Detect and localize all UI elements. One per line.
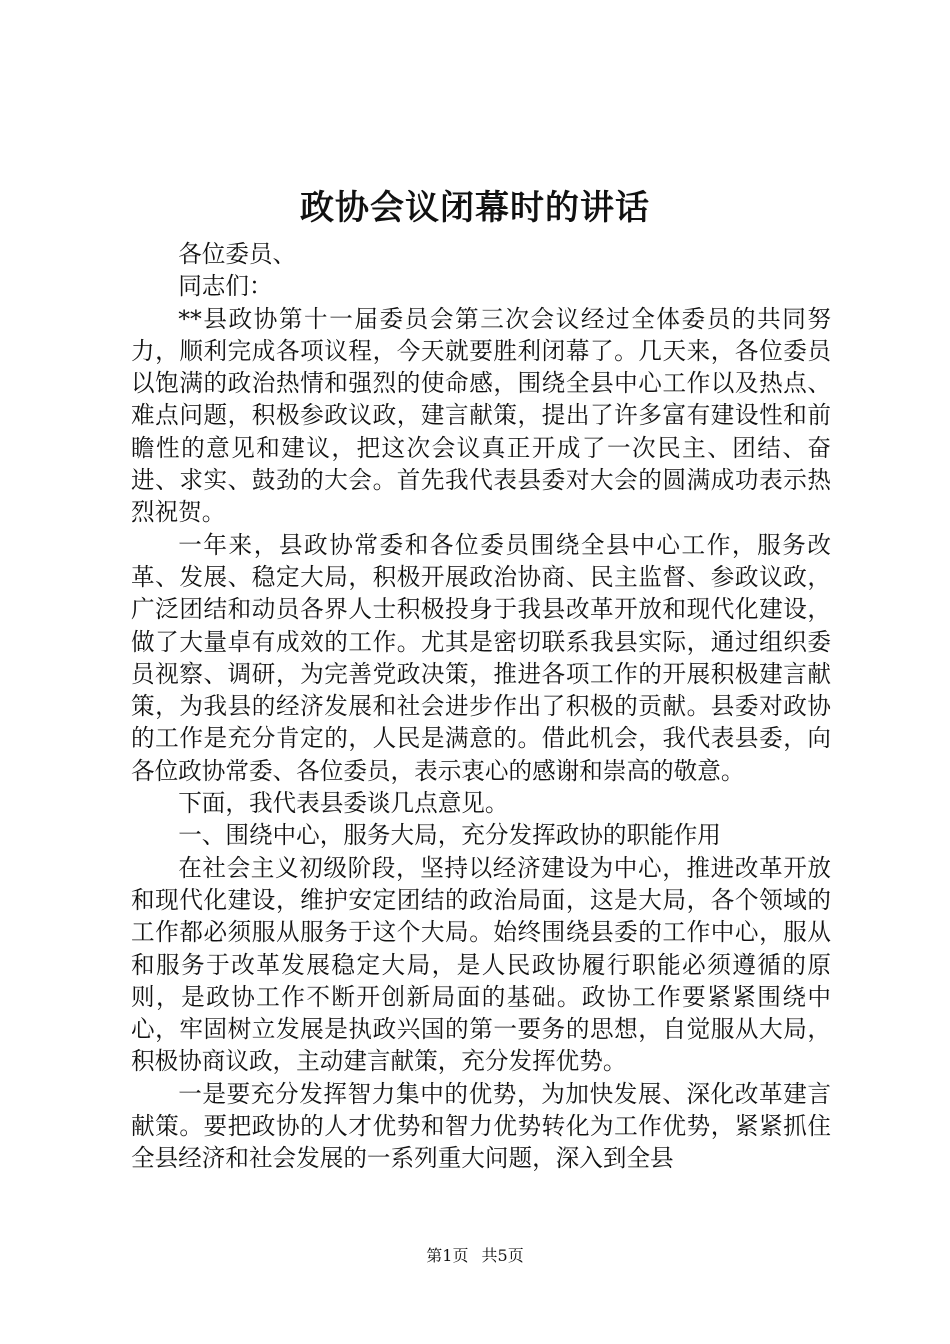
paragraph-point-1: 一是要充分发挥智力集中的优势，为加快发展、深化改革建言献策。要把政协的人才优势和智力优势转化为工作优势，紧紧抓住全县经济和社会发展的一系列重大问题，深入到全县 bbox=[131, 1079, 831, 1173]
paragraph-opening: **县政协第十一届委员会第三次会议经过全体委员的共同努力，顺利完成各项议程，今天就要胜利闭幕了。几天来，各位委员以饱满的政治热情和强烈的使命感，围绕全县中心工作以及热点、难点问题，积极参政议政，建言献策，提出了许多富有建设性和前瞻性的意见和建议，把这次会议真正开成了一次民主、团结、奋进、求实、鼓劲的大会。首先我代表县委对大会的圆满成功表示热烈祝贺。 bbox=[131, 304, 831, 527]
paragraph-section-1: 在社会主义初级阶段，坚持以经济建设为中心，推进改革开放和现代化建设，维护安定团结的政治局面，这是大局，各个领域的工作都必须服从服务于这个大局。始终围绕县委的工作中心，服从和服务于改革发展稳定大局，是人民政协履行职能必须遵循的原则，是政协工作不断开创新局面的基础。政协工作要紧紧围绕中心，牢固树立发展是执政兴国的第一要务的思想，自觉服从大局，积极协商议政，主动建言献策，充分发挥优势。 bbox=[131, 853, 831, 1076]
paragraph-review: 一年来，县政协常委和各位委员围绕全县中心工作，服务改革、发展、稳定大局，积极开展政治协商、民主监督、参政议政，广泛团结和动员各界人士积极投身于我县改革开放和现代化建设，做了大量卓有成效的工作。尤其是密切联系我县实际，通过组织委员视察、调研，为完善党政决策，推进各项工作的开展积极建言献策，为我县的经济发展和社会进步作出了积极的贡献。县委对政协的工作是充分肯定的，人民是满意的。借此机会，我代表县委，向各位政协常委、各位委员，表示衷心的感谢和崇高的敬意。 bbox=[131, 530, 831, 785]
paragraph-transition: 下面，我代表县委谈几点意见。 bbox=[178, 789, 509, 818]
document-body bbox=[131, 238, 831, 1175]
section-heading-1: 一、围绕中心，服务大局，充分发挥政协的职能作用 bbox=[178, 821, 721, 850]
salutation-line-1: 各位委员、 bbox=[178, 240, 297, 268]
page-footer bbox=[0, 1244, 950, 1268]
page-number: 第1页 bbox=[426, 1246, 469, 1265]
page-total: 共5页 bbox=[481, 1246, 524, 1265]
page-title: 政协会议闭幕时的讲话 bbox=[300, 188, 650, 228]
salutation-line-2: 同志们： bbox=[178, 272, 273, 301]
